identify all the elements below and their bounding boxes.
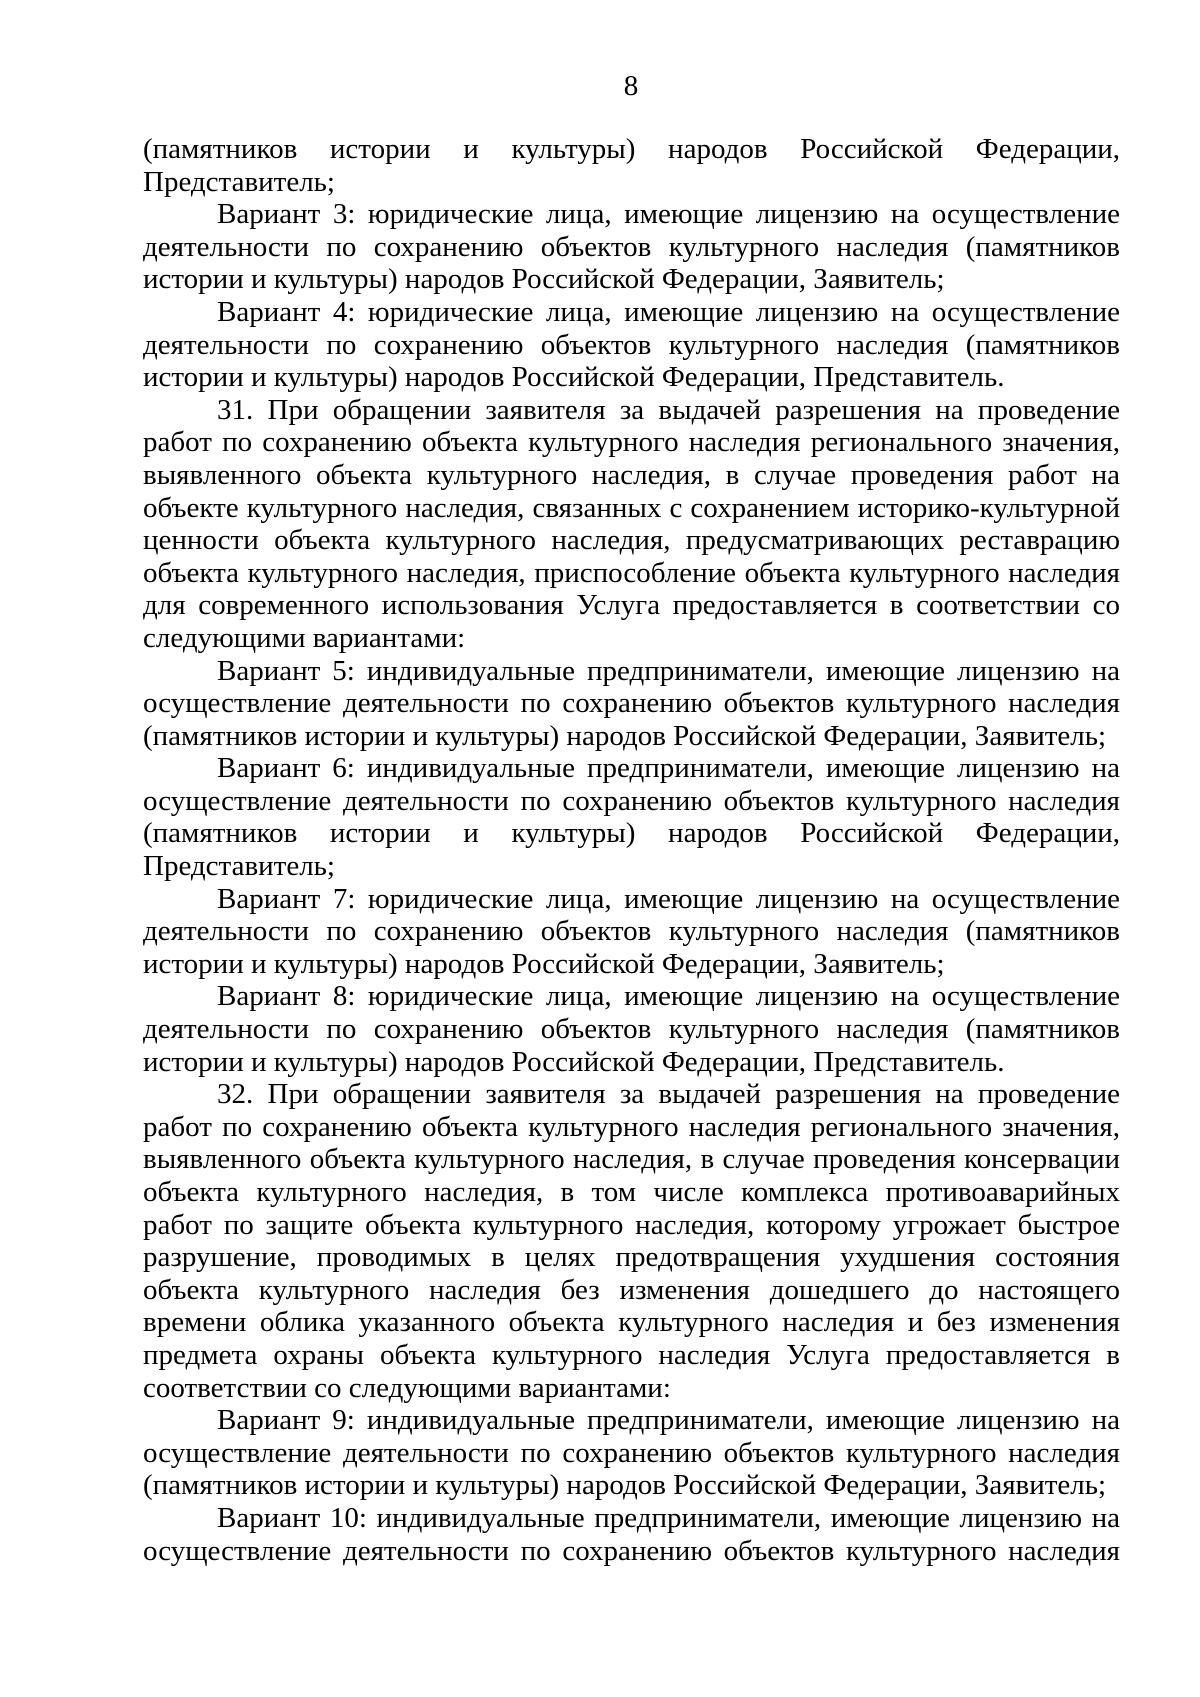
text-line: Вариант 10: индивидуальные предприниматели, имеющие лицензию на (217, 1501, 1120, 1534)
text-line: Представитель; (143, 850, 335, 883)
document-body (143, 133, 1120, 1567)
paragraph-variant-8: Вариант 8: юридические лица, имеющие лицензию на осуществление деятельности по сохранению объектов культурного наследия (памятников истории и культуры) народов Российской Федерации, Представитель. (143, 980, 1120, 1078)
paragraph-continuation (143, 133, 1120, 198)
paragraph-variant-5: Вариант 5: индивидуальные предприниматели, имеющие лицензию на осуществление деятельности по сохранению объектов культурного наследия (памятников истории и культуры) народов Российской Федерации, Заявитель; (143, 654, 1120, 752)
paragraph-clause-32: 32. При обращении заявителя за выдачей разрешения на проведение работ по сохранению объекта культурного наследия регионального значения, выявленного объекта культурного наследия, в случае проведения консервации объекта культурного наследия, в том числе комплекса противоаварийных работ по защите объекта культурного наследия, которому угрожает быстрое разрушение, проводимых в целях предотвращения ухудшения состояния объекта культурного наследия без изменения дошедшего до настоящего времени облика указанного объекта культурного наследия и без изменения предмета охраны объекта культурного наследия Услуга предоставляется в соответствии со следующими вариантами: (143, 1078, 1120, 1404)
text-line: (памятников истории и культуры) народов Российской Федерации, (143, 817, 1120, 850)
page-number: 8 (623, 70, 639, 102)
paragraph-variant-10 (143, 1502, 1120, 1567)
paragraph-variant-7: Вариант 7: юридические лица, имеющие лицензию на осуществление деятельности по сохранению объектов культурного наследия (памятников истории и культуры) народов Российской Федерации, Заявитель; (143, 882, 1120, 980)
text-line: (памятников истории и культуры) народов Российской Федерации, (143, 133, 1120, 165)
paragraph-variant-3: Вариант 3: юридические лица, имеющие лицензию на осуществление деятельности по сохранению объектов культурного наследия (памятников истории и культуры) народов Российской Федерации, Заявитель; (143, 198, 1120, 296)
paragraph-variant-9: Вариант 9: индивидуальные предприниматели, имеющие лицензию на осуществление деятельности по сохранению объектов культурного наследия (памятников истории и культуры) народов Российской Федерации, Заявитель; (143, 1404, 1120, 1502)
text-line: осуществление деятельности по сохранению объектов культурного наследия (143, 784, 1120, 817)
paragraph-variant-4: Вариант 4: юридические лица, имеющие лицензию на осуществление деятельности по сохранению объектов культурного наследия (памятников истории и культуры) народов Российской Федерации, Представитель. (143, 295, 1120, 394)
text-line: Вариант 6: индивидуальные предприниматели, имеющие лицензию на (217, 752, 1120, 785)
text-line: Представитель; (143, 165, 335, 198)
text-line: осуществление деятельности по сохранению объектов культурного наследия (143, 1534, 1120, 1567)
paragraph-clause-31: 31. При обращении заявителя за выдачей разрешения на проведение работ по сохранению объекта культурного наследия регионального значения, выявленного объекта культурного наследия, в случае проведения работ на объекте культурного наследия, связанных с сохранением историко-культурной ценности объекта культурного наследия, предусматривающих реставрацию объекта культурного наследия, приспособление объекта культурного наследия для современного использования Услуга предоставляется в соответствии со следующими вариантами: (143, 393, 1120, 654)
paragraph-variant-6 (143, 752, 1120, 882)
